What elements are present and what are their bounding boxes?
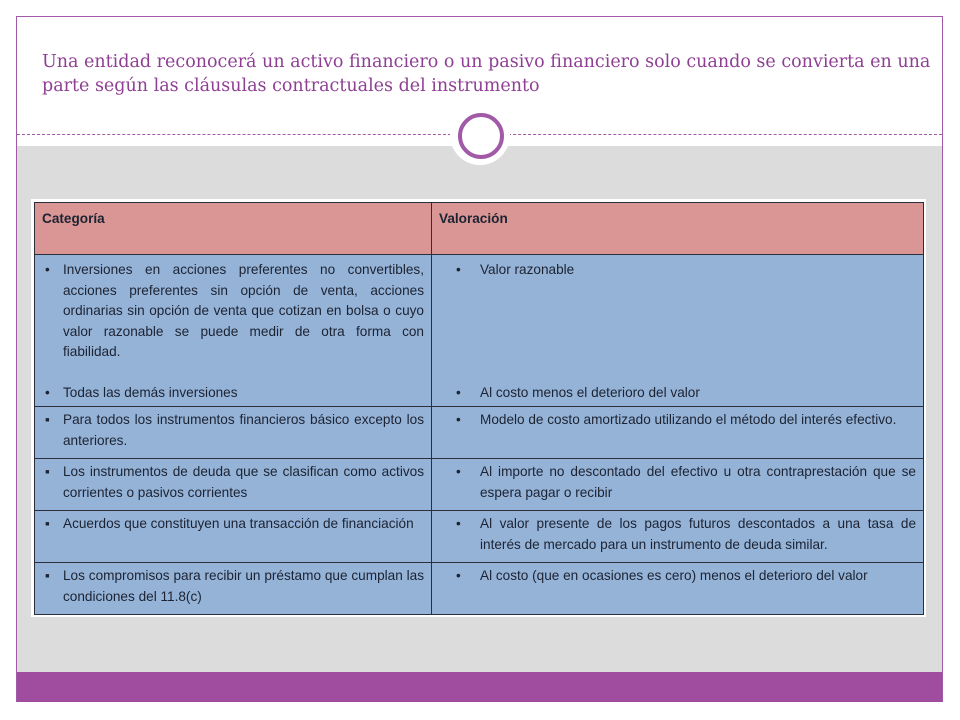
bullet-dot-icon: • [45, 262, 50, 277]
table-row [35, 255, 924, 407]
valuation-text: Al costo (que en ocasiones es cero) menos el deterioro del valor [480, 568, 868, 583]
table-container [31, 199, 926, 617]
list-item [438, 260, 916, 281]
category-cell [35, 511, 432, 563]
category-text: Para todos los instrumentos financieros básico excepto los anteriores. [63, 412, 424, 448]
table-header-row [35, 203, 924, 255]
header-categoria: Categoría [35, 203, 432, 255]
list-item [438, 383, 916, 404]
bullet-square-icon: ▪ [45, 568, 50, 583]
category-cell [35, 255, 432, 407]
bullet-dot-icon: • [45, 384, 50, 400]
list-item [41, 462, 424, 503]
table-row [35, 511, 924, 563]
bullet-square-icon: ▪ [45, 516, 50, 531]
valuation-text: Modelo de costo amortizado utilizando el método del interés efectivo. [480, 412, 897, 427]
bullet-dot-icon: • [456, 464, 461, 479]
bullet-dot-icon: • [456, 412, 461, 427]
bullet-square-icon: ▪ [45, 464, 50, 479]
list-item [438, 566, 916, 587]
category-cell [35, 563, 432, 615]
list-item [41, 260, 424, 363]
header-valoracion: Valoración [432, 203, 924, 255]
valuation-text: Al costo menos el deterioro del valor [480, 384, 700, 400]
bullet-square-icon: ▪ [45, 412, 50, 427]
circle-ring-icon [458, 113, 504, 159]
list-item [41, 383, 424, 404]
category-text: Los instrumentos de deuda que se clasifican como activos corrientes o pasivos corrientes [63, 464, 424, 500]
slide-title: Una entidad reconocerá un activo financiero o un pasivo financiero solo cuando se convierta en una parte según las cláusulas contractuales del instrumento [42, 52, 931, 96]
bullet-dot-icon: • [456, 568, 461, 583]
list-item [438, 514, 916, 555]
list-item [438, 462, 916, 503]
bullet-dot-icon: • [456, 516, 461, 531]
category-text: Acuerdos que constituyen una transacción de financiación [63, 516, 414, 531]
table-row [35, 563, 924, 615]
valuation-text: Al valor presente de los pagos futuros descontados a una tasa de interés de mercado para un instrumento de deuda similar. [480, 516, 916, 552]
category-cell [35, 459, 432, 511]
valuation-text: Al importe no descontado del efectivo u otra contraprestación que se espera pagar o recibir [480, 464, 916, 500]
valuation-cell [432, 563, 924, 615]
category-text: Los compromisos para recibir un préstamo que cumplan las condiciones del 11.8(c) [63, 568, 424, 604]
valuation-cell [432, 459, 924, 511]
list-item [438, 410, 916, 431]
valuation-cell [432, 255, 924, 407]
valuation-cell [432, 407, 924, 459]
category-text: Todas las demás inversiones [63, 384, 238, 400]
bullet-dot-icon: • [456, 262, 461, 277]
valuation-text: Valor razonable [480, 262, 575, 277]
table-row [35, 459, 924, 511]
footer-bar [17, 672, 942, 702]
category-cell [35, 407, 432, 459]
classification-table [34, 202, 924, 615]
list-item [41, 514, 424, 535]
list-item [41, 566, 424, 607]
table-row [35, 407, 924, 459]
category-text: Inversiones en acciones preferentes no convertibles, acciones preferentes sin opción de venta, acciones ordinarias sin opción de venta que cotizan en bolsa o cuyo valor razonable se puede medir de otra forma con fiabilidad. [63, 262, 424, 359]
bullet-dot-icon: • [456, 384, 461, 400]
valuation-cell [432, 511, 924, 563]
list-item [41, 410, 424, 451]
